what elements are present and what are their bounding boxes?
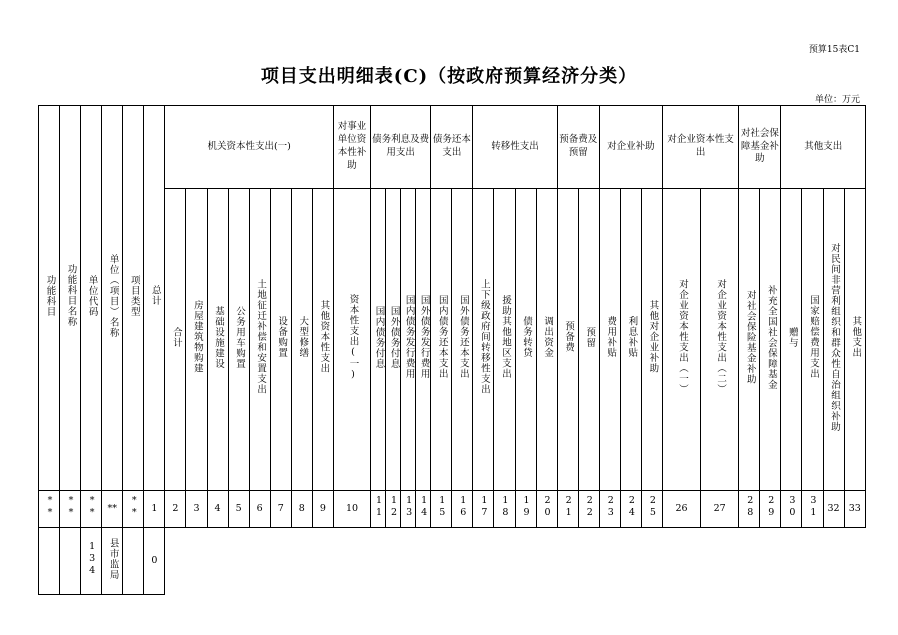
column-number: 6 (249, 491, 270, 528)
form-code: 预算15表C1 (808, 45, 860, 55)
sub-header: 援助其他地区支出 (494, 189, 515, 491)
sub-header: 赠与 (781, 189, 802, 491)
column-number: 12 (386, 491, 401, 528)
sub-header: 对企业资本性支出（一） (662, 189, 700, 491)
sub-header: 预备费 (557, 189, 578, 491)
column-number: 10 (333, 491, 370, 528)
group-other: 其他支出 (781, 106, 866, 189)
column-number: 21 (557, 491, 578, 528)
sub-header: 基础设施建设 (207, 189, 228, 491)
sub-header: 补充全国社会保障基金 (760, 189, 781, 491)
sub-header: 土地征迁补偿和安置支出 (249, 189, 270, 491)
sub-header: 国外债务发行费用 (416, 189, 431, 491)
column-number: 18 (494, 491, 515, 528)
group-enterprise-capital: 对企业资本性支出 (662, 106, 738, 189)
sub-header: 国内债务付息 (371, 189, 386, 491)
column-number: 11 (371, 491, 386, 528)
header-total: 总计 (144, 106, 165, 491)
column-number: 17 (473, 491, 494, 528)
sub-header: 对企业资本性支出（二） (701, 189, 739, 491)
column-number: 30 (781, 491, 802, 528)
sub-header: 其他对企业补助 (641, 189, 662, 491)
header-function-name: 功能科目名称 (60, 106, 81, 491)
header-unit-code: 单位代码 (81, 106, 102, 491)
header-project-type: 项目类型 (123, 106, 144, 491)
column-number: 20 (536, 491, 557, 528)
marker-row (39, 491, 866, 528)
table-row (39, 528, 866, 595)
column-number: 31 (802, 491, 823, 528)
expenditure-table (38, 105, 866, 595)
column-number: 15 (431, 491, 452, 528)
sub-header: 其他资本性支出 (312, 189, 333, 491)
page-title: 项目支出明细表(C)（按政府预算经济分类） (260, 66, 638, 87)
group-capital-expenditure: 机关资本性支出(一) (165, 106, 334, 189)
cell-function-code (39, 528, 60, 595)
group-institution-capital-subsidy: 对事业单位资本性补助 (333, 106, 370, 189)
marker-star: ** (102, 491, 123, 528)
sub-header: 设备购置 (270, 189, 291, 491)
sub-header: 资本性支出(一) (333, 189, 370, 491)
empty-area (165, 528, 866, 595)
sub-header: 费用补贴 (599, 189, 620, 491)
column-number: 3 (186, 491, 207, 528)
column-number: 27 (701, 491, 739, 528)
column-number: 33 (844, 491, 865, 528)
cell-unit-name: 县市监局 (102, 528, 123, 595)
column-number: 24 (620, 491, 641, 528)
group-social-security: 对社会保障基金补助 (739, 106, 781, 189)
cell-function-name (60, 528, 81, 595)
column-number: 19 (515, 491, 536, 528)
cell-unit-code: 134 (81, 528, 102, 595)
column-number: 1 (144, 491, 165, 528)
sub-header: 债务转贷 (515, 189, 536, 491)
sub-header: 公务用车购置 (228, 189, 249, 491)
header-unit-name: 单位（项目）名称 (102, 106, 123, 491)
column-number: 8 (291, 491, 312, 528)
sub-header: 房屋建筑物购建 (186, 189, 207, 491)
column-number: 13 (401, 491, 416, 528)
column-number: 7 (270, 491, 291, 528)
sub-header: 对民间非营利组织和群众性自治组织补助 (823, 189, 844, 491)
sub-header: 国外债务还本支出 (452, 189, 473, 491)
group-transfer: 转移性支出 (473, 106, 557, 189)
column-number: 32 (823, 491, 844, 528)
marker-star: ** (60, 491, 81, 528)
sub-header: 调出资金 (536, 189, 557, 491)
group-header-row (39, 106, 866, 189)
marker-star: ** (123, 491, 144, 528)
column-number: 29 (760, 491, 781, 528)
column-number: 26 (662, 491, 700, 528)
sub-header: 预留 (578, 189, 599, 491)
column-number: 4 (207, 491, 228, 528)
sub-header: 上下级政府间转移性支出 (473, 189, 494, 491)
column-number: 5 (228, 491, 249, 528)
marker-star: ** (39, 491, 60, 528)
group-debt-interest: 债务利息及费用支出 (371, 106, 431, 189)
column-number: 23 (599, 491, 620, 528)
group-enterprise-subsidy: 对企业补助 (599, 106, 662, 189)
column-number: 22 (578, 491, 599, 528)
column-number: 28 (739, 491, 760, 528)
sub-header: 利息补贴 (620, 189, 641, 491)
cell-total: 0 (144, 528, 165, 595)
column-number: 2 (165, 491, 186, 528)
sub-header: 国内债务发行费用 (401, 189, 416, 491)
column-number: 9 (312, 491, 333, 528)
sub-header: 国家赔偿费用支出 (802, 189, 823, 491)
column-number: 14 (416, 491, 431, 528)
group-reserve: 预备费及预留 (557, 106, 599, 189)
sub-header: 对社会保险基金补助 (739, 189, 760, 491)
header-function-code: 功能科目 (39, 106, 60, 491)
cell-project-type (123, 528, 144, 595)
sub-header: 国内债务还本支出 (431, 189, 452, 491)
sub-header: 其他支出 (844, 189, 865, 491)
marker-star: ** (81, 491, 102, 528)
sub-header: 国外债务付息 (386, 189, 401, 491)
sub-header: 大型修缮 (291, 189, 312, 491)
group-debt-principal: 债务还本支出 (431, 106, 473, 189)
unit-label: 单位：万元 (814, 95, 860, 105)
column-number: 16 (452, 491, 473, 528)
column-number: 25 (641, 491, 662, 528)
sub-header: 合计 (165, 189, 186, 491)
